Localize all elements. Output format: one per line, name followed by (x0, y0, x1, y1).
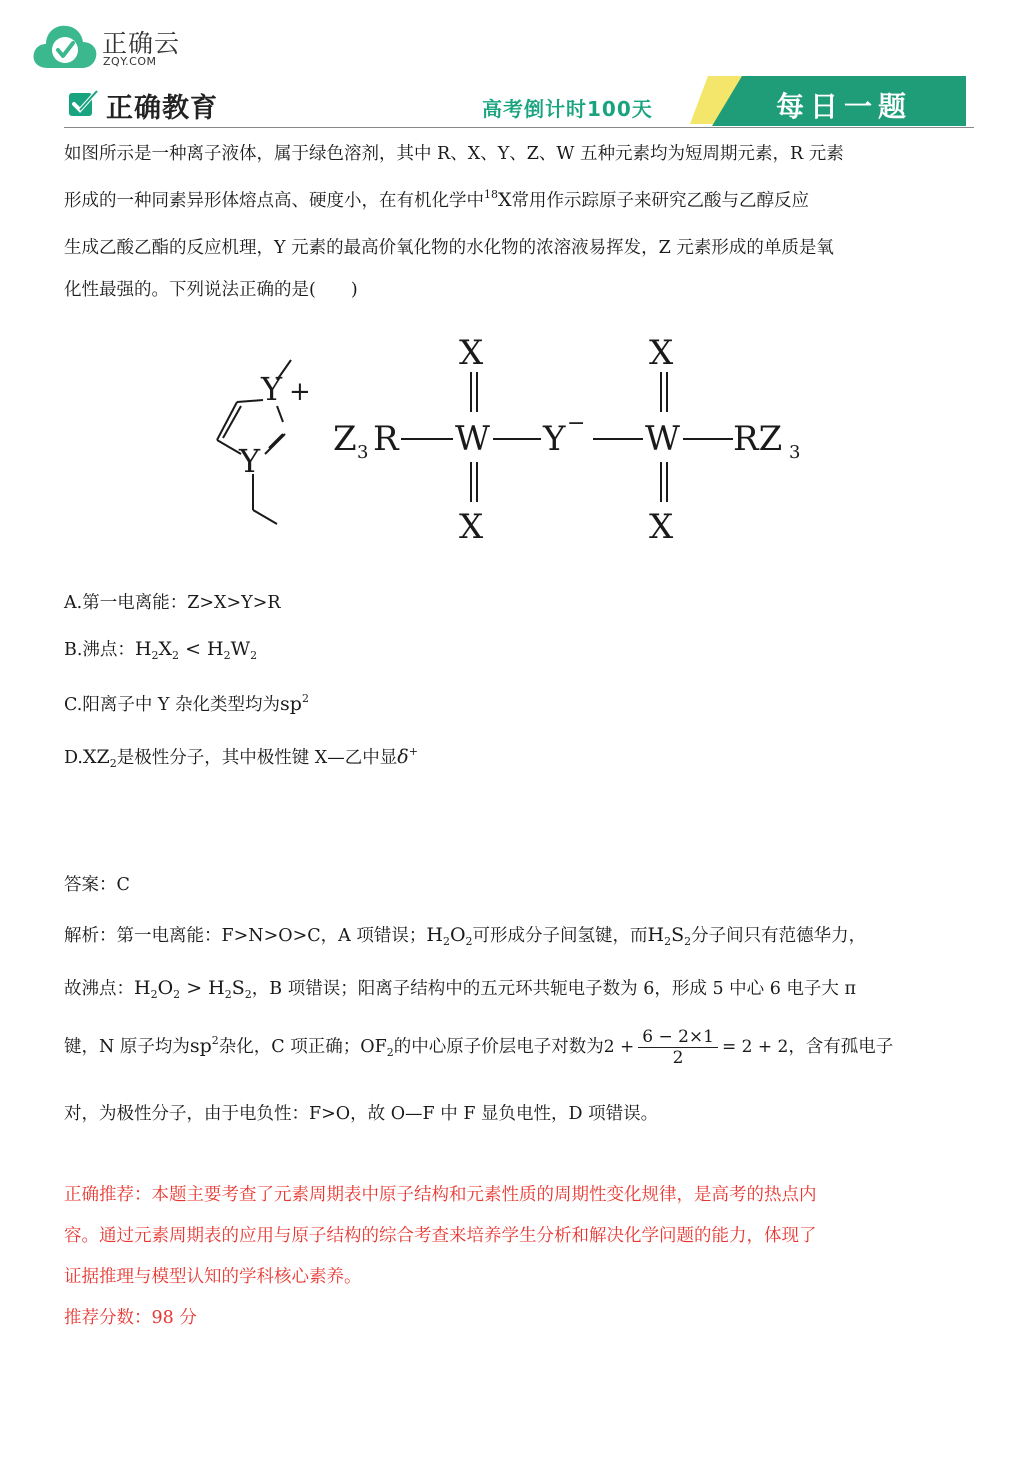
answer-label: 答案：C (64, 875, 130, 895)
recommend-score: 推荐分数：98 分 (64, 1308, 197, 1328)
ionic-liquid-structure-diagram (205, 322, 815, 552)
brand-name-cn: 正确云 (102, 29, 181, 58)
header-divider (64, 127, 974, 128)
ring-plus: + (289, 377, 311, 407)
question-line-2: 形成的一种同素异形体熔点高、硬度小，在有机化学中$^{18}$X常用作示踪原子来研究乙酸与乙醇反应 (64, 188, 810, 211)
w-right: W (645, 419, 680, 459)
question-line-4: 化性最强的。下列说法正确的是( ) (64, 280, 358, 300)
z3r-left-z: Z (333, 419, 357, 459)
countdown-text: 高考倒计时100天 (482, 97, 653, 121)
cloud-logo-icon (30, 20, 100, 72)
recommend-line-1: 正确推荐：本题主要考查了元素周期表中原子结构和元素性质的周期性变化规律，是高考的热点内 (64, 1185, 817, 1205)
x-bottom-left: X (459, 507, 484, 547)
y-minus: − (567, 411, 586, 436)
rz3-right-sub: 3 (789, 442, 801, 463)
analysis-line-2: 故沸点：$H_2O_2 > H_2S_2$，B 项错误；阳离子结构中的五元环共轭电子数为 6，形成 5 中心 6 电子大 π (64, 977, 856, 1001)
analysis-line-3: 键，N 原子均为$sp^2$杂化，C 项正确；$OF_2$的中心原子价层电子对数为2 + $\frac{6 - 2\times 1}{2}$ = 2 + 2，含有孤电子 (64, 1027, 894, 1068)
x-bottom-right: X (649, 507, 674, 547)
question-line-1: 如图所示是一种离子液体，属于绿色溶剂，其中 R、X、Y、Z、W 五种元素均为短周期元素，R 元素 (64, 144, 844, 164)
ring-y-bottom: Y (239, 442, 261, 480)
option-b: B.沸点：$H_2X_2 < H_2W_2$ (64, 638, 258, 662)
daily-title: 每日一题 (776, 90, 913, 123)
rz3-right: RZ (733, 419, 783, 459)
analysis-line-1: 解析：第一电离能：F>N>O>C，A 项错误；$H_2O_2$可形成分子间氢键，而$H_2S_2$分子间只有范德华力， (64, 924, 867, 948)
question-line-3: 生成乙酸乙酯的反应机理，Y 元素的最高价氧化物的水化物的浓溶液易挥发，Z 元素形成的单质是氧 (64, 238, 834, 258)
z3r-left-r: R (373, 419, 399, 459)
analysis-line-4: 对，为极性分子，由于电负性：F>O，故 O—F 中 F 显负电性，D 项错误。 (64, 1104, 659, 1124)
y-mid: Y (543, 419, 566, 459)
edu-title: 正确教育 (106, 93, 218, 124)
z3r-left-sub: 3 (357, 442, 369, 463)
w-left: W (455, 419, 490, 459)
fraction: $\frac{6 - 2\times 1}{2}$ (638, 1027, 718, 1068)
checkbox-logo-icon (67, 88, 101, 118)
brand-domain: ZQY.COM (103, 55, 157, 68)
ring-y-top: Y (261, 370, 283, 408)
x-top-right: X (649, 333, 674, 373)
option-a: A.第一电离能：Z>X>Y>R (64, 593, 281, 613)
x-top-left: X (459, 333, 484, 373)
option-c: C.阳离子中 Y 杂化类型均为$sp^2$ (64, 692, 309, 715)
recommend-line-3: 证据推理与模型认知的学科核心素养。 (64, 1267, 362, 1287)
option-d: $D.XZ_2$是极性分子，其中极性键 X—乙中显δ+ (64, 745, 418, 770)
recommend-line-2: 容。通过元素周期表的应用与原子结构的综合考查来培养学生分析和解决化学问题的能力，体现了 (64, 1226, 817, 1246)
